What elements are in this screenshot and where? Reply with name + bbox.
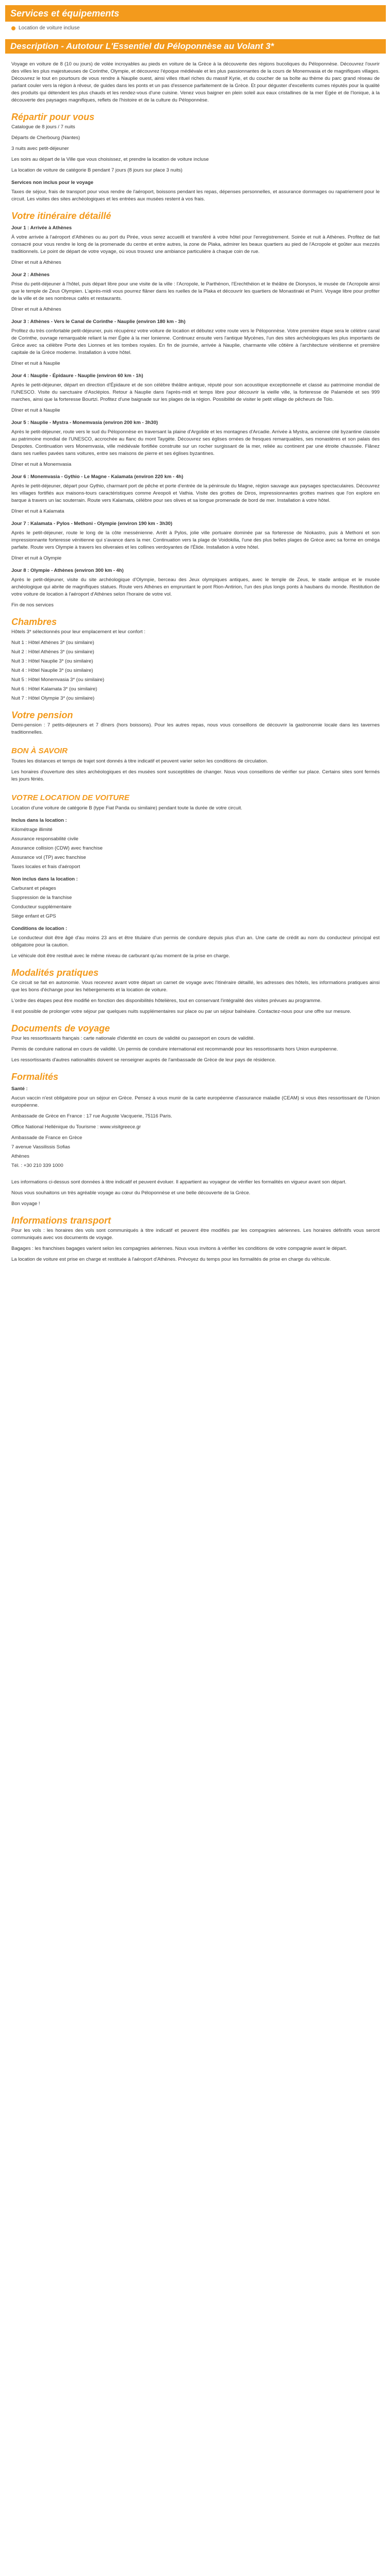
- pension-text: Demi-pension : 7 petits-déjeuners et 7 dîners (hors boissons). Pour les autres repas, nous vous conseillons de découvrir la gastronomie locale dans les tavernes traditionnelles.: [11, 722, 380, 735]
- included-item: Assurance responsabilité civile: [11, 836, 78, 842]
- day-title: Jour 6 : Monemvasia - Gythio - Le Magne - Kalamata (environ 220 km - 4h): [11, 474, 184, 480]
- day-note: Fin de nos services: [11, 602, 54, 608]
- day-text: Après le petit-déjeuner, route le long de la côte messénienne. Arrêt à Pylos, jolie ville portuaire dominée par sa forteresse de Niokastro, puis à Methoni et son impressionnante forteresse vénitienne qui s'avance dans la mer. Continuation vers la plage de Voidokilia, l'une des plus belles plages de Grèce avec sa forme en oméga parfaite. Route vers Olympie à travers les oliveraies et les collines verdoyantes de l'Élide. Installation à votre hôtel.: [11, 530, 380, 550]
- closing-section: [5, 1172, 386, 1208]
- info-heading: Informations transport: [11, 1215, 111, 1226]
- day-note: Dîner et nuit à Nauplie: [11, 361, 60, 366]
- documents-paragraph: Les ressortissants d'autres nationalités doivent se renseigner auprès de l'ambassade de Grèce de leur pays de résidence.: [11, 1057, 276, 1063]
- services-subtitle-text: Location de voiture incluse: [19, 25, 80, 31]
- modalites-paragraph: Il est possible de prolonger votre séjour par quelques nuits supplémentaires sur place ou par un séjour balnéaire. Contactez-nous pour une offre sur mesure.: [11, 1009, 351, 1014]
- contact-line: Athènes: [11, 1154, 29, 1159]
- info-paragraph: La location de voiture est prise en charge et restituée à l'aéroport d'Athènes. Prévoyez du temps pour les formalités de prise en charge du véhicule.: [11, 1257, 331, 1262]
- day-text: Prise du petit-déjeuner à l'hôtel, puis départ libre pour une visite de la ville : l'Acropole, le Parthénon, l'Erechthéion et le théâtre de Dionysos, le musée de l'Acropole ainsi que le temple de Zeus Olympien. L'après-midi vous pourrez flâner dans les ruelles de la Plaka et découvrir les quartiers de Monastiraki et Psirri. Voyage libre pour profiter de la ville et de ses nombreux cafés et restaurants.: [11, 281, 380, 301]
- day-block: [11, 272, 380, 313]
- day-block: [11, 473, 380, 515]
- modalites-paragraph: L'ordre des étapes peut être modifié en fonction des disponibilités hôtelières, tout en conservant l'intégralité des visites prévues au programme.: [11, 998, 322, 1004]
- extras-text: Taxes de séjour, frais de transport pour vous rendre de l'aéroport, boissons pendant les repas, dépenses personnelles, et assurance dommages ou rapatriement pour le circuit. Les visites des sites archéologiques et les entrées aux musées restent à vos frais.: [11, 189, 380, 202]
- info-section: [5, 1217, 386, 1263]
- day-block: [11, 520, 380, 562]
- included-item: Taxes locales et frais d'aéroport: [11, 864, 80, 870]
- description-header: Description - Autotour L'Essentiel du Péloponnèse au Volant 3*: [5, 39, 386, 54]
- formalites-paragraph: Ambassade de Grèce en France : 17 rue Auguste Vacquerie, 75116 Paris.: [11, 1113, 172, 1119]
- room-item: Nuit 7 : Hôtel Olympie 3* (ou similaire): [11, 696, 95, 701]
- bon-heading: BON À SAVOIR: [11, 747, 68, 755]
- modalites-heading: Modalités pratiques: [11, 968, 99, 978]
- day-title: Jour 3 : Athènes - Vers le Canal de Corinthe - Nauplie (environ 180 km - 3h): [11, 319, 186, 325]
- departure-item: Les soirs au départ de la Ville que vous choisissez, et prendre la location de voiture incluse: [11, 157, 209, 162]
- modalites-paragraph: Ce circuit se fait en autonomie. Vous recevrez avant votre départ un carnet de voyage avec l'itinéraire détaillé, les adresses des hôtels, les informations pratiques ainsi que les bons d'échange pour les hébergements et la location de voiture.: [11, 980, 380, 993]
- bon-paragraph: Toutes les distances et temps de trajet sont donnés à titre indicatif et peuvent varier selon les conditions de circulation.: [11, 758, 268, 764]
- conditions-text: Le conducteur doit être âgé d'au moins 23 ans et être titulaire d'un permis de conduire depuis plus d'un an. Une carte de crédit au nom du conducteur principal est obligatoire pour la caution.: [11, 935, 380, 948]
- not-included-item: Carburant et péages: [11, 886, 56, 891]
- day-text: Après le petit-déjeuner, visite du site archéologique d'Olympie, berceau des Jeux olympiques antiques, avec le temple de Zeus, le stade antique et le musée archéologique qui abrite de magnifiques statues. Route vers Athènes en empruntant le pont Rion-Antirion, l'un des plus longs ponts à haubans du monde. Restitution de votre voiture de location à l'aéroport d'Athènes selon l'horaire de votre vol.: [11, 577, 380, 597]
- info-paragraph: Bagages : les franchises bagages varient selon les compagnies aériennes. Nous vous invitons à vérifier les conditions de votre compagnie avant le départ.: [11, 1246, 347, 1251]
- room-item: Nuit 1 : Hôtel Athènes 3* (ou similaire): [11, 640, 94, 646]
- bon-paragraph: Les horaires d'ouverture des sites archéologiques et des musées sont susceptibles de changer. Nous vous conseillons de vérifier sur place. Certains sites sont fermés les jours fériés.: [11, 769, 380, 782]
- day-note: Dîner et nuit à Monemvasia: [11, 462, 72, 467]
- day-title: Jour 4 : Nauplie - Épidaure - Nauplie (environ 60 km - 1h): [11, 373, 143, 379]
- day-title: Jour 7 : Kalamata - Pylos - Methoni - Olympie (environ 190 km - 3h30): [11, 521, 172, 527]
- day-text: Après le petit-déjeuner, départ pour Gythio, charmant port de pêche et porte d'entrée de la péninsule du Magne, région sauvage aux paysages spectaculaires. Découvrez les villages fortifiés aux maisons-tours caractéristiques comme Areopoli et Vathia. Visite des grottes de Diros, impressionnantes grottes marines que l'on explore en barque à travers un lac souterrain. Route vers Kalamata, célèbre pour ses olives et sa longue promenade de bord de mer. Installation à votre hôtel.: [11, 483, 380, 503]
- formalites-section: [5, 1073, 386, 1170]
- departure-item: La location de voiture de catégorie B pendant 7 jours (8 jours sur place 3 nuits): [11, 167, 183, 173]
- day-block: [11, 372, 380, 414]
- pension-section: [5, 711, 386, 736]
- extras-label: Services non inclus pour le voyage: [11, 180, 93, 185]
- info-paragraph: Pour les vols : les horaires des vols sont communiqués à titre indicatif et peuvent être modifiés par les compagnies aériennes. Les horaires définitifs vous seront communiqués avec vos documents de voyage.: [11, 1228, 380, 1241]
- departure-item: 3 nuits avec petit-déjeuner: [11, 146, 69, 151]
- contact-line: Tél. : +30 210 339 1000: [11, 1163, 63, 1168]
- room-item: Nuit 4 : Hôtel Nauplie 3* (ou similaire): [11, 668, 93, 673]
- closing-final: Bon voyage !: [11, 1201, 40, 1207]
- car-icon: [11, 26, 15, 30]
- day-note: Dîner et nuit à Olympie: [11, 555, 62, 561]
- room-item: Nuit 6 : Hôtel Kalamata 3* (ou similaire): [11, 686, 97, 692]
- day-text: Profitez du très confortable petit-déjeuner, puis récupérez votre voiture de location et débutez votre route vers le Péloponnèse. Votre première étape sera le célèbre canal de Corinthe, ouvrage remarquable reliant la mer Égée à la mer Ionienne. Continuez ensuite vers l'antique Mycènes, l'un des sites archéologiques les plus importants de Grèce avec sa célèbre Porte des Lionnes et les tombes royales. En fin de journée, arrivée à Nauplie, charmante ville côtière à l'architecture vénitienne et première capitale de la Grèce moderne. Installation à votre hôtel.: [11, 328, 380, 355]
- day-note: Dîner et nuit à Athènes: [11, 260, 61, 265]
- formalites-intro: Santé :: [11, 1086, 28, 1092]
- day-text: À votre arrivée à l'aéroport d'Athènes ou au port du Pirée, vous serez accueilli et transféré à votre hôtel pour l'enregistrement. Soirée et nuit à Athènes. Profitez de fait consacré pour vous rendre le long de la promenade du centre et entre autres, la zone de Plaka, admirer les beaux quartiers au pied de l'Acropole et goûter aux mezzés traditionnels. Le point de départ de votre voyage, où vous trouvez une ambiance particulière à chaque coin de rue.: [11, 234, 380, 255]
- contact-line: Ambassade de France en Grèce: [11, 1135, 83, 1141]
- day-title: Jour 1 : Arrivée à Athènes: [11, 225, 72, 231]
- included-item: Kilométrage illimité: [11, 827, 53, 833]
- formalites-heading: Formalités: [11, 1072, 59, 1082]
- services-subtitle: [5, 22, 386, 35]
- included-item: Assurance vol (TP) avec franchise: [11, 855, 86, 860]
- not-included-item: Conducteur supplémentaire: [11, 904, 72, 910]
- conditions-label: Conditions de location :: [11, 926, 68, 931]
- location-intro: Location d'une voiture de catégorie B (type Fiat Panda ou similaire) pendant toute la durée de votre circuit.: [11, 805, 242, 811]
- rooms-heading: Chambres: [11, 617, 57, 627]
- formalites-paragraph: Office National Hellénique du Tourisme : www.visitgreece.gr: [11, 1124, 141, 1130]
- description-paragraph: Voyage en voiture de 8 (10 ou jours) de volée incroyables au pieds en voiture de la Grèce à la découverte des régions bucoliques du Péloponnèse. Découvrez l'ouvrir des villes les plus majestueuses de Corinthe, Olympie, et découvrez l'époque médiévale et les plus passionnantes de la cours de Monemvasia et de magnifiques villages. Découvrez le tout en pourtours de vous rendre à Nauplie ouest, ainsi villes rituel riches du massif Kyrie, et du coucher de sa boîte au thème du parc grand réseau de parlant couler vers la région à rêveur, de guides dans les ponts et un pas d'essence parfaitement de la Grèce. Et pour déguster d'excellents cumes réputés pour la qualité des produits qui détendent les plus chauds et les rendez-vous d'une cuisine. Venez vous baigner en plein soleil aux eaux cristallines de la mer Egée et de l'Ionique, à la découverte des paysages magnifiques, reflets de l'histoire et de la culture du Péloponnèse.: [11, 61, 380, 103]
- rooms-intro: Hôtels 3* sélectionnés pour leur emplacement et leur confort :: [11, 629, 145, 635]
- day-note: Dîner et nuit à Kalamata: [11, 509, 64, 514]
- day-title: Jour 5 : Nauplie - Mystra - Monemvasia (environ 200 km - 3h30): [11, 420, 158, 426]
- services-header: Services et équipements: [5, 5, 386, 22]
- documents-paragraph: Permis de conduire national en cours de validité. Un permis de conduire international est recommandé pour les ressortissants hors Union européenne.: [11, 1046, 338, 1052]
- day-text: Après le petit-déjeuner, départ en direction d'Épidaure et de son célèbre théâtre antique, réputé pour son acoustique exceptionnelle et classé au patrimoine mondial de l'UNESCO. Visite du sanctuaire d'Asclépios. Retour à Nauplie dans l'après-midi et temps libre pour découvrir la vieille ville, la forteresse de Palamède et ses 999 marches, ainsi que la forteresse Bourtzi. Profitez d'une baignade sur les plages de la région. Possibilité de visiter le petit village de pêcheurs de Tolo.: [11, 382, 380, 402]
- day-title: Jour 2 : Athènes: [11, 272, 50, 278]
- bon-section: [5, 748, 386, 783]
- day-note: Dîner et nuit à Nauplie: [11, 408, 60, 413]
- day-block: [11, 318, 380, 367]
- documents-paragraph: Pour les ressortissants français : carte nationale d'identité en cours de validité ou passeport en cours de validité.: [11, 1036, 255, 1041]
- reminder-text: Le véhicule doit être restitué avec le même niveau de carburant qu'au moment de la prise en charge.: [11, 953, 230, 959]
- not-included-item: Siège enfant et GPS: [11, 913, 56, 919]
- day-block: [11, 419, 380, 468]
- room-item: Nuit 3 : Hôtel Nauplie 3* (ou similaire): [11, 658, 93, 664]
- pension-heading: Votre pension: [11, 710, 73, 720]
- room-item: Nuit 2 : Hôtel Athènes 3* (ou similaire): [11, 649, 94, 655]
- contact-line: 7 avenue Vassilissis Sofias: [11, 1144, 70, 1150]
- description-body: [5, 54, 386, 104]
- day-block: [11, 567, 380, 609]
- closing-paragraph: Les informations ci-dessus sont données à titre indicatif et peuvent évoluer. Il appartient au voyageur de vérifier les formalités en vigueur avant son départ.: [11, 1179, 347, 1185]
- modalites-section: [5, 969, 386, 1015]
- day-block: [11, 225, 380, 266]
- room-item: Nuit 5 : Hôtel Monemvasia 3* (ou similaire): [11, 677, 105, 683]
- day-note: Dîner et nuit à Athènes: [11, 307, 61, 312]
- rooms-section: [5, 618, 386, 702]
- itinerary-heading: Votre itinéraire détaillé: [11, 211, 111, 221]
- closing-paragraph: Nous vous souhaitons un très agréable voyage au cœur du Péloponnèse et une belle découverte de la Grèce.: [11, 1190, 251, 1196]
- departure-heading: Répartir pour vous: [11, 112, 95, 122]
- day-title: Jour 8 : Olympie - Athènes (environ 300 km - 4h): [11, 568, 124, 573]
- documents-section: [5, 1025, 386, 1064]
- departure-item: Départs de Cherbourg (Nantes): [11, 135, 80, 141]
- not-included-item: Suppression de la franchise: [11, 895, 72, 901]
- location-heading: VOTRE LOCATION DE VOITURE: [11, 793, 129, 802]
- departure-section: [5, 113, 386, 203]
- location-section: [5, 794, 386, 960]
- page: [5, 0, 386, 1263]
- day-text: Après le petit-déjeuner, route vers le sud du Péloponnèse en traversant la plaine d'Argolide et les montagnes d'Arcadie. Arrivée à Mystra, ancienne cité byzantine classée au patrimoine mondial de l'UNESCO, accrochée au flanc du mont Taygète. Découvrez ses églises ornées de fresques remarquables, ses monastères et son palais des Despotes. Continuation vers Monemvasia, ville médiévale fortifiée construite sur un rocher surgissant de la mer, reliée au continent par une étroite chaussée. Flânez dans ses ruelles pavées sans voitures, entre ses maisons de pierre et ses églises byzantines.: [11, 429, 380, 456]
- itinerary-section: [5, 212, 386, 609]
- not-included-label: Non inclus dans la location :: [11, 876, 78, 882]
- included-label: Inclus dans la location :: [11, 818, 67, 823]
- included-item: Assurance collision (CDW) avec franchise: [11, 845, 103, 851]
- documents-heading: Documents de voyage: [11, 1023, 110, 1033]
- formalites-paragraph: Aucun vaccin n'est obligatoire pour un séjour en Grèce. Pensez à vous munir de la carte européenne d'assurance maladie (CEAM) si vous êtes ressortissant de l'Union européenne.: [11, 1095, 380, 1108]
- departure-item: Catalogue de 8 jours / 7 nuits: [11, 124, 75, 130]
